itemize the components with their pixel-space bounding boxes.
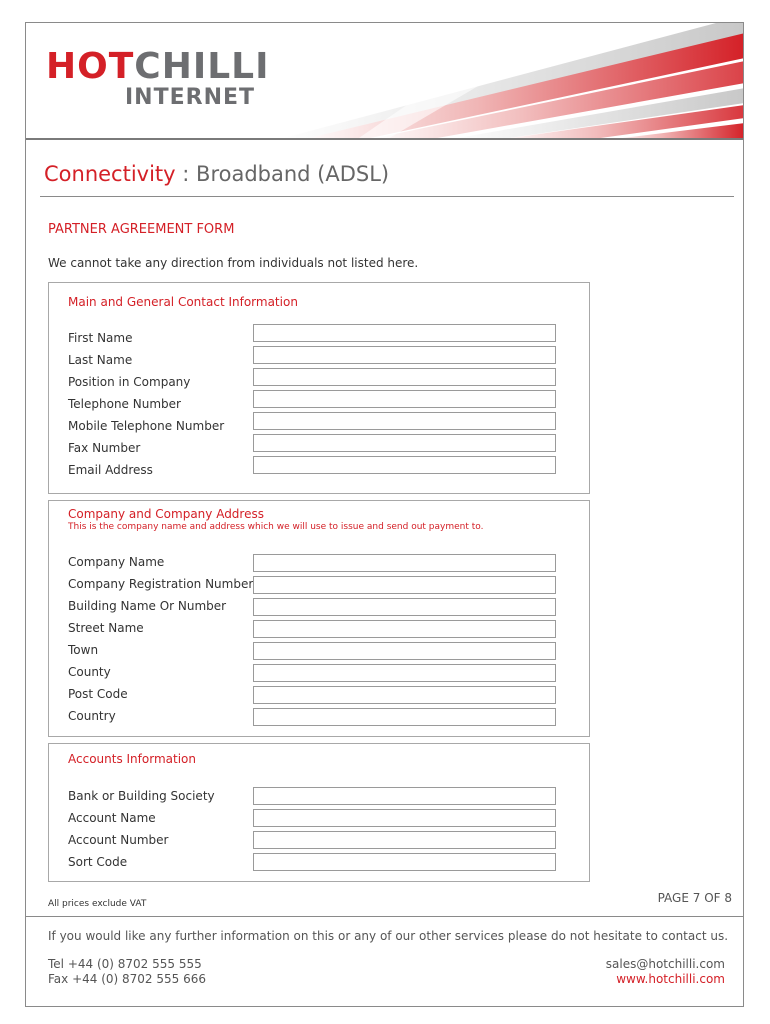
field-label: Town [68, 643, 99, 657]
street-input[interactable] [253, 620, 556, 638]
field-label: First Name [68, 331, 133, 345]
field-label: Country [68, 709, 116, 723]
field-label: Building Name Or Number [68, 599, 227, 613]
last-name-input[interactable] [253, 346, 556, 364]
form-page [25, 22, 744, 1007]
form-note: We cannot take any direction from individuals not listed here. [48, 256, 419, 270]
first-name-input[interactable] [253, 324, 556, 342]
contact-section [48, 282, 590, 494]
field-label: Company Name [68, 555, 165, 569]
company-section [48, 500, 590, 737]
section-title: Company and Company Address [68, 507, 264, 521]
field-label: Position in Company [68, 375, 191, 389]
footer-info: If you would like any further information on this or any of our other services please do not hesitate to contact us. [48, 929, 729, 943]
website-link[interactable]: www.hotchilli.com [616, 972, 725, 986]
field-label: Sort Code [68, 855, 128, 869]
account-name-input[interactable] [253, 809, 556, 827]
page-title: Connectivity : Broadband (ADSL) [44, 162, 390, 186]
field-label: Account Number [68, 833, 169, 847]
account-number-input[interactable] [253, 831, 556, 849]
building-input[interactable] [253, 598, 556, 616]
field-label: Fax Number [68, 441, 141, 455]
field-label: Post Code [68, 687, 128, 701]
header-divider [26, 138, 744, 140]
page-number: PAGE 7 OF 8 [657, 891, 732, 905]
position-input[interactable] [253, 368, 556, 386]
title-divider [40, 196, 734, 197]
registration-number-input[interactable] [253, 576, 556, 594]
section-title: Main and General Contact Information [68, 295, 298, 309]
bank-input[interactable] [253, 787, 556, 805]
telephone-input[interactable] [253, 390, 556, 408]
county-input[interactable] [253, 664, 556, 682]
email-link[interactable]: sales@hotchilli.com [605, 957, 725, 971]
accounts-section [48, 743, 590, 882]
section-title: Accounts Information [68, 752, 196, 766]
post-code-input[interactable] [253, 686, 556, 704]
fax-number: Fax +44 (0) 8702 555 666 [48, 972, 206, 986]
field-label: Bank or Building Society [68, 789, 215, 803]
vat-note: All prices exclude VAT [48, 899, 147, 909]
field-label: Account Name [68, 811, 156, 825]
field-label: County [68, 665, 111, 679]
logo-subtitle: INTERNET [125, 85, 256, 110]
field-label: Mobile Telephone Number [68, 419, 225, 433]
company-name-input[interactable] [253, 554, 556, 572]
header [26, 23, 744, 140]
email-input[interactable] [253, 456, 556, 474]
footer-divider [26, 916, 744, 917]
town-input[interactable] [253, 642, 556, 660]
section-subtitle: This is the company name and address which we will use to issue and send out payment to. [68, 522, 484, 532]
field-label: Street Name [68, 621, 144, 635]
field-label: Email Address [68, 463, 153, 477]
field-label: Last Name [68, 353, 133, 367]
country-input[interactable] [253, 708, 556, 726]
field-label: Company Registration Number [68, 577, 254, 591]
logo: HOTCHILLI [46, 46, 270, 87]
field-label: Telephone Number [68, 397, 181, 411]
form-title: PARTNER AGREEMENT FORM [48, 222, 235, 237]
mobile-input[interactable] [253, 412, 556, 430]
telephone-number: Tel +44 (0) 8702 555 555 [48, 957, 202, 971]
fax-input[interactable] [253, 434, 556, 452]
sort-code-input[interactable] [253, 853, 556, 871]
